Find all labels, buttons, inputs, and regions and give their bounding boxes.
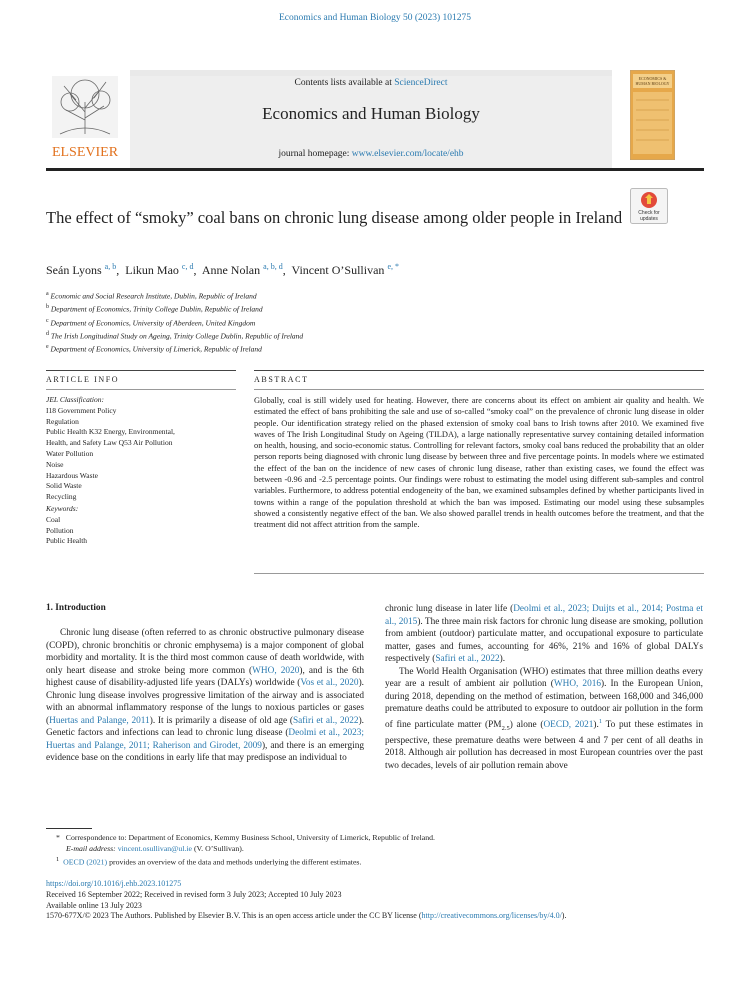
svg-text:updates: updates [640,216,658,222]
citation-link[interactable]: Safiri et al., 2022 [435,654,500,664]
online-date: Available online 13 July 2023 [46,900,142,910]
footnote-marker[interactable]: 1 [598,717,603,725]
article-info [46,395,236,547]
svg-text:Check for: Check for [638,210,660,216]
citation-link[interactable]: WHO, 2016 [553,679,602,689]
keyword: Coal [46,514,61,524]
citation-link[interactable]: WHO, 2020 [252,665,300,676]
jel-line: Public Health K32 Energy, Environmental, [46,427,175,437]
paragraph [385,666,703,773]
keyword: Public Health [46,536,88,546]
keywords-label: Keywords: [46,503,79,513]
text-run: ). Genetic factors and infections can lead to chronic lung disease ( [46,715,364,738]
paragraph [385,603,703,666]
article-info-heading: ARTICLE INFO [46,375,120,384]
header-rule [46,168,704,171]
svg-text:HUMAN BIOLOGY: HUMAN BIOLOGY [635,81,670,86]
affiliation: $^c$ Department of Economics, University of Aberdeen, United Kingdom [46,317,256,328]
divider [46,370,236,371]
jel-line: Health, and Safety Law Q53 Air Pollution [46,438,173,448]
author-name[interactable]: Anne Nolan [201,263,261,277]
journal-title: Economics and Human Biology [262,104,480,123]
affiliation: $^e$ Department of Economics, University of Limerick, Republic of Ireland [46,344,262,354]
affiliations [46,289,303,355]
text-run: The World Health Organisation (WHO) estimates that three million deaths every year are a result of ambient air pollution ( [385,666,703,689]
citation-link[interactable]: Vos et al., 2020 [300,678,359,688]
divider [254,370,704,371]
journal-homepage: journal homepage: www.elsevier.com/locate/ehb [278,149,464,159]
affiliation: $^d$ The Irish Longitudinal Study on Ageing, Trinity College Dublin, Republic of Ireland [46,330,304,341]
jel-line: Solid Waste [46,481,82,491]
citation-link[interactable]: Safiri et al., 2022 [293,715,359,726]
intro-left-column [46,627,364,765]
intro-right-column [385,603,703,772]
footnotes [56,832,696,868]
subscript: 2.5 [501,724,510,732]
doi-link[interactable]: https://doi.org/10.1016/j.ehb.2023.101275 [46,879,182,888]
text-run: ), and is the 6th highest cause of disability-adjusted life years (DALYs) worldwide ( [46,665,364,688]
citation-link[interactable]: OECD, 2021 [543,719,594,730]
jel-line: I18 Government Policy [46,405,117,415]
author-name[interactable]: Vincent O’Sullivan [291,263,385,277]
text-run: ). [593,719,599,730]
introduction-heading: 1. Introduction [46,603,106,613]
email-line: E-mail address: vincent.osullivan@ul.ie (V. O’Sullivan). [66,844,244,853]
email-link[interactable]: vincent.osullivan@ul.ie [117,844,192,853]
affiliation: $^b$ Department of Economics, Trinity College Dublin, Republic of Ireland [46,304,263,314]
jel-line: Water Pollution [46,448,94,458]
citation-link[interactable]: Deolmi et al., 2023; Duijts et al., 2014; Postma et al., 2015 [385,604,703,627]
paragraph [46,627,364,765]
divider [254,573,704,574]
received-dates: Received 16 September 2022; Received in revised form 3 July 2023; Accepted 10 July 2023 [46,889,342,899]
author-name[interactable]: Seán Lyons [46,263,102,277]
license-line: 1570-677X/© 2023 The Authors. Published by Elsevier B.V. This is an open access article under the CC BY license (http://creativecommons.org/licenses/by/4.0/). [46,911,567,921]
keyword: Pollution [46,525,74,535]
text-run: To put these estimates in perspective, these premature deaths were between 4 and 7 per cent of all deaths in 2018. Although air pollution has decreased in most European countries over the past two decades, levels of air pollution remain above [385,719,703,771]
jel-line: Hazardous Waste [46,470,98,480]
text-run: ). Chronic lung disease involves progressive limitation of the airway and is associated with an abnormal inflammatory response of the lungs to noxious particles or gases ( [46,678,364,726]
text-run: ) alone ( [509,719,544,730]
text-run: Chronic lung disease (often referred to as chronic obstructive pulmonary disease (COPD), chronic bronchitis or chronic emphysema) is a major component of global morbidity and mortality. It is the third most common cause of death worldwide, with only heart disease and stroke being more common ( [46,628,364,676]
text-run: chronic lung disease in later life ( [385,604,514,614]
jel-line: Recycling [46,492,77,502]
journal-reference[interactable]: Economics and Human Biology 50 (2023) 101275 [278,13,472,23]
text-run: ). In the European Union, during 2018, depending on the method of estimation, between 168,000 and 346,000 premature deaths could be attributed to exposure to outdoor air pollution in the form of fine particulate matter (PM [385,679,703,730]
jel-label: JEL Classification: [46,395,104,404]
corresponding-footnote: * Correspondence to: Department of Economics, Kemmy Business School, University of Limerick, Republic of Ireland. [56,833,435,842]
svg-text:ECONOMICS &: ECONOMICS & [638,76,667,81]
text-run: ). [499,654,506,664]
sciencedirect-link[interactable]: ScienceDirect [394,78,448,88]
author-name[interactable]: Likun Mao [125,263,179,277]
divider [254,389,704,390]
svg-text:ELSEVIER: ELSEVIER [51,145,119,160]
author-list: Seán Lyons $^{a, b}$, Likun Mao $^{c, d}$, Anne Nolan $^{a, b, d}$, Vincent O’Sullivan $^{e, *}$ [46,262,399,277]
divider [46,389,236,390]
article-meta [46,879,706,922]
journal-cover-thumbnail[interactable] [630,70,675,160]
text-run: ), and there is an emerging evidence base on the conditions in early life that may predispose an individual to [46,740,364,763]
homepage-link[interactable]: www.elsevier.com/locate/ehb [351,149,464,159]
article-title: The effect of “smoky” coal bans on chronic lung disease among older people in Ireland [46,208,623,227]
citation-link[interactable]: Deolmi et al., 2023; Huertas and Palange, 2011; Raherison and Girodet, 2009 [46,728,364,751]
footnote-rule [46,828,92,829]
elsevier-logo [46,72,124,162]
footnote-1: $^1$ OECD (2021) provides an overview of the data and methods underlying the different estimates. [56,856,362,867]
license-link[interactable]: http://creativecommons.org/licenses/by/4.0/ [421,911,562,921]
citation-link[interactable]: Huertas and Palange, 2011 [49,715,150,726]
text-run: ). The three main risk factors for chronic lung disease are smoking, pollution from ambient (outdoor) particulate matter, and occupational exposure to particulate matter, gases and fumes, accounting for 46%, 21% and 16% of global DALYs respectively ( [385,616,704,664]
abstract-heading: ABSTRACT [254,375,309,384]
abstract-text: Globally, coal is still widely used for heating. However, there are concerns about its effect on ambient air quality and health. We estimated the effect of bans prohibiting the sale and use of so-called “smoky coal” on the prevalence of chronic lung disease in older people. Our identification strategy relied on the phased extension of smoky coal bans to Irish towns after 2010. We examined five waves of The Irish Longitudinal Study on Ageing (TILDA), a large nationally representative survey containing detailed information on health, housing, and socio-economic status. Controlling for relevant factors, smoky coal bans reduced the probability that an older person reports being diagnosed with chronic lung disease by between three and five percentage points. In models where we estimated the effect of the ban on the incidence of new cases of chronic lung disease, rather than existing cases, we found the effect was between -0.96 and -2.5 percentage points. Our findings were robust to estimating the model using different sub-samples and control variables. Furthermore, to address potential endogeneity of the ban, we examined subsamples defined by whether participants lived in towns within a range of the population threshold at which the ban was imposed. Estimating our model using these subsamples showed a consistently negative effect of the ban. We also showed parallel trends in health outcomes before the treatment, and that the treatment did not affect attrition from the sample. [254,396,704,530]
check-for-updates-badge[interactable] [630,188,668,224]
text-run: ). It is primarily a disease of old age ( [149,715,293,726]
contents-line: Contents lists available at ScienceDirect [294,78,448,88]
footnote-citation-link[interactable]: OECD (2021) [63,857,108,867]
jel-line: Regulation [46,416,79,426]
affiliation: $^a$ Economic and Social Research Institute, Dublin, Republic of Ireland [46,291,257,301]
jel-line: Noise [46,459,64,469]
